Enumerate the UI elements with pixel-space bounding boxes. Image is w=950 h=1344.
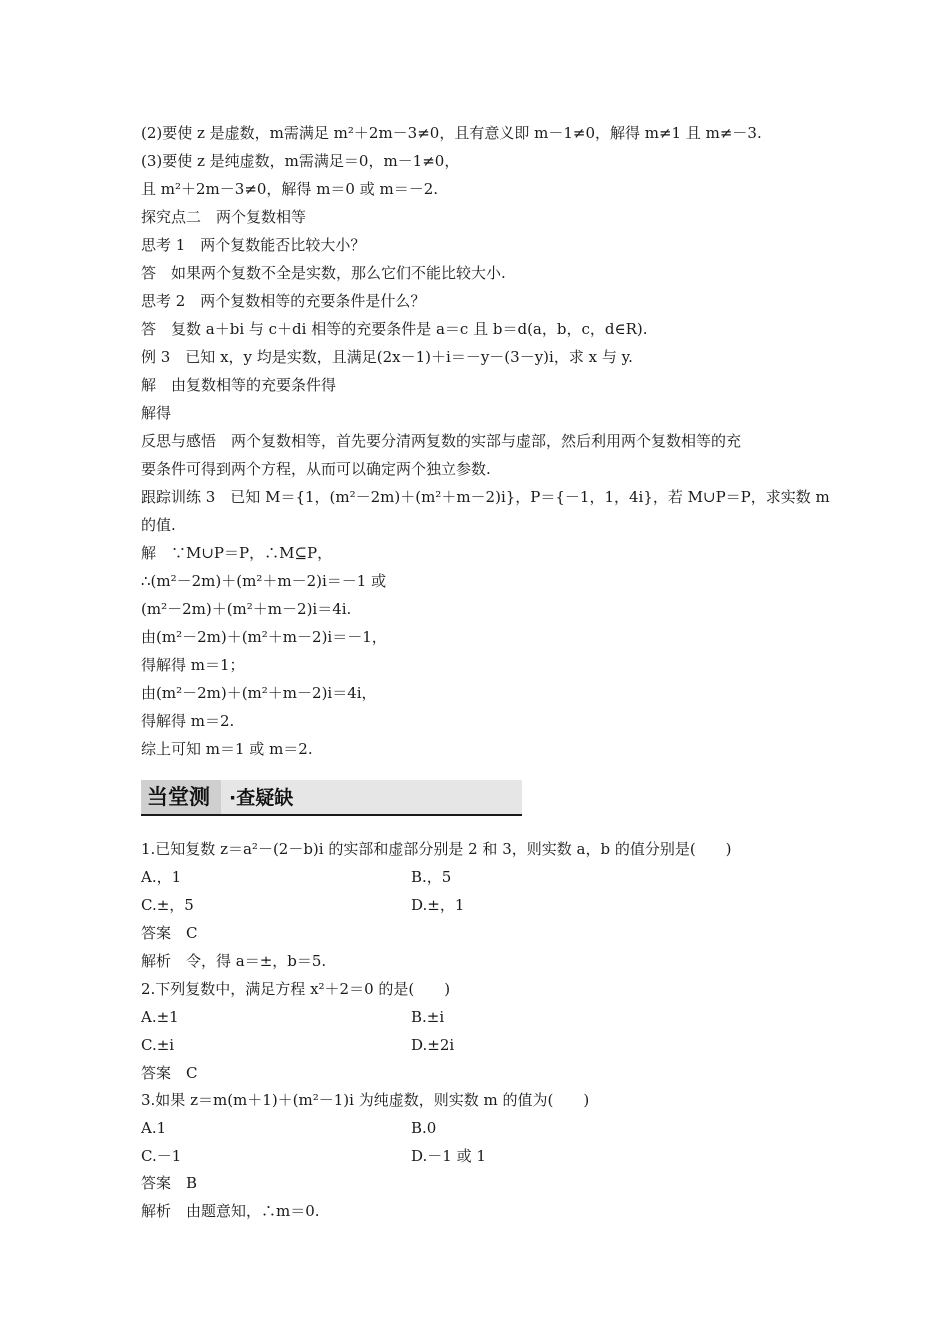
- text-line: 综上可知 m＝1 或 m＝2.: [141, 740, 313, 758]
- option-a: A.±1: [141, 1008, 179, 1026]
- option-a: A.1: [141, 1119, 167, 1137]
- option-b: B.，5: [411, 868, 452, 886]
- option-d: D.±2i: [411, 1036, 455, 1054]
- text-line: 答 如果两个复数不全是实数，那么它们不能比较大小.: [141, 264, 506, 282]
- text-line: 解 由复数相等的充要条件得: [141, 376, 337, 394]
- text-line: 解 ∵M∪P＝P，∴M⊆P，: [141, 544, 333, 562]
- answer-text: 答案 B: [141, 1174, 198, 1192]
- analysis-text: 解析 由题意知，∴m＝0.: [141, 1202, 320, 1220]
- section-title: 当堂测: [147, 785, 210, 809]
- option-d: D.－1 或 1: [411, 1147, 486, 1165]
- option-c: C.±，5: [141, 896, 194, 914]
- text-line: (m²－2m)＋(m²＋m－2)i＝4i.: [141, 600, 352, 618]
- text-line: (3)要使 z 是纯虚数，m需满足＝0，m－1≠0，: [141, 152, 460, 170]
- text-line: 思考 1 两个复数能否比较大小？: [141, 236, 366, 254]
- text-line: 由(m²－2m)＋(m²＋m－2)i＝4i，: [141, 684, 377, 702]
- text-line: ∴(m²－2m)＋(m²＋m－2)i＝－1 或: [141, 572, 387, 590]
- section-subtitle: ·查疑缺: [229, 787, 294, 809]
- question-stem: 2.下列复数中，满足方程 x²＋2＝0 的是( ): [141, 980, 451, 998]
- text-line: 例 3 已知 x，y 均是实数，且满足(2x－1)＋i＝－y－(3－y)i，求 x 与 y.: [141, 348, 633, 366]
- option-a: A.，1: [141, 868, 182, 886]
- section-heading: 探究点二 两个复数相等: [141, 208, 307, 226]
- option-b: B.±i: [411, 1008, 445, 1026]
- text-line: 要条件可得到两个方程，从而可以确定两个独立参数.: [141, 460, 491, 478]
- analysis-text: 解析 令，得 a＝±，b＝5.: [141, 952, 327, 970]
- question-stem: 1.已知复数 z＝a²－(2－b)i 的实部和虚部分别是 2 和 3，则实数 a，b 的值分别是( ): [141, 840, 732, 858]
- text-line: 解得: [141, 404, 172, 422]
- answer-text: 答案 C: [141, 924, 198, 942]
- text-line: 得解得 m＝1；: [141, 656, 245, 674]
- text-line: 思考 2 两个复数相等的充要条件是什么？: [141, 292, 426, 310]
- text-line: 答 复数 a＋bi 与 c＋di 相等的充要条件是 a＝c 且 b＝d(a，b，c，d∈R).: [141, 320, 648, 338]
- text-line: 得解得 m＝2.: [141, 712, 235, 730]
- text-line: 的值.: [141, 516, 176, 534]
- text-line: (2)要使 z 是虚数，m需满足 m²＋2m－3≠0，且有意义即 m－1≠0，解得 m≠1 且 m≠－3.: [141, 124, 762, 142]
- question-stem: 3.如果 z＝m(m＋1)＋(m²－1)i 为纯虚数，则实数 m 的值为( ): [141, 1091, 590, 1109]
- text-line: 反思与感悟 两个复数相等，首先要分清两复数的实部与虚部，然后利用两个复数相等的充: [141, 432, 742, 450]
- section-banner: [141, 780, 522, 816]
- answer-text: 答案 C: [141, 1064, 198, 1082]
- option-c: C.±i: [141, 1036, 175, 1054]
- option-d: D.±，1: [411, 896, 465, 914]
- option-b: B.0: [411, 1119, 437, 1137]
- text-line: 且 m²＋2m－3≠0，解得 m＝0 或 m＝－2.: [141, 180, 439, 198]
- option-c: C.－1: [141, 1147, 182, 1165]
- text-line: 跟踪训练 3 已知 M＝{1，(m²－2m)＋(m²＋m－2)i}，P＝{－1，1，4i}，若 M∪P＝P，求实数 m: [141, 488, 830, 506]
- text-line: 由(m²－2m)＋(m²＋m－2)i＝－1，: [141, 628, 387, 646]
